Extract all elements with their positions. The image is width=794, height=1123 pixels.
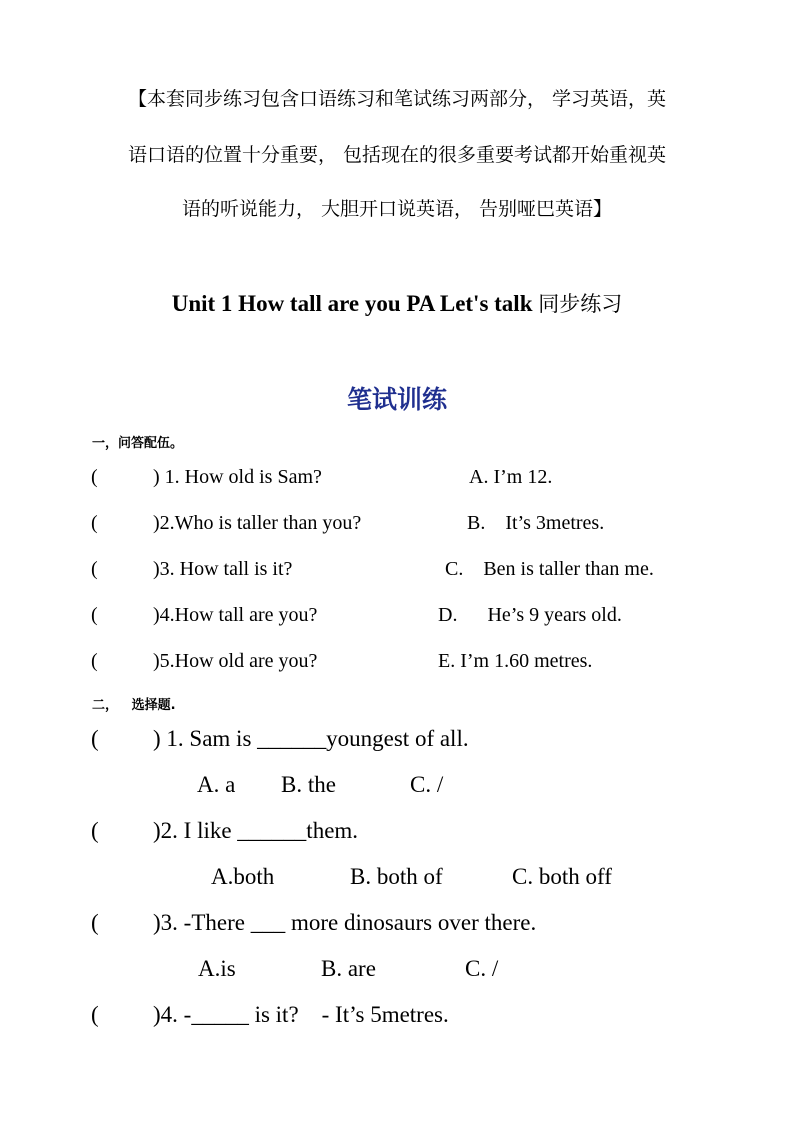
- choice-question: ) 1. Sam is ______youngest of all.: [153, 726, 469, 751]
- choice-option-c: C. both off: [512, 864, 612, 889]
- match-question: )5.How old are you?: [153, 650, 318, 672]
- match-question: )4.How tall are you?: [153, 604, 318, 626]
- choice-option-a: A.is: [198, 956, 236, 981]
- choice-option-a: A.both: [211, 864, 275, 889]
- section-subtitle: 笔试训练: [346, 385, 447, 414]
- answer-blank: (: [91, 1002, 99, 1027]
- section2-heading: 二， 选择题.: [92, 698, 176, 713]
- answer-blank: (: [91, 818, 99, 843]
- answer-blank: (: [91, 512, 98, 534]
- choice-question: )3. -There ___ more dinosaurs over there.: [153, 910, 537, 935]
- choice-question: )4. -_____ is it? - It’s 5metres.: [153, 1002, 449, 1027]
- page-title: [0, 288, 794, 318]
- answer-blank: (: [91, 558, 98, 580]
- answer-blank: (: [91, 910, 99, 935]
- section1-heading: 一，问答配伍。: [92, 436, 184, 451]
- match-answer: D. He’s 9 years old.: [438, 604, 622, 626]
- match-question: ) 1. How old is Sam?: [153, 466, 322, 488]
- title-chinese: 同步练习: [538, 292, 623, 316]
- answer-blank: (: [91, 650, 98, 672]
- match-answer: A. I’m 12.: [469, 466, 553, 488]
- choice-option-b: B. are: [321, 956, 376, 981]
- choice-option-c: C. /: [410, 772, 444, 797]
- answer-blank: (: [91, 726, 99, 751]
- choice-option-b: B. the: [281, 772, 336, 797]
- intro-line-3: 语的听说能力， 大胆开口说英语， 告别哑巴英语】: [181, 198, 613, 220]
- intro-line-2: 语口语的位置十分重要， 包括现在的很多重要考试都开始重视英: [127, 144, 667, 166]
- intro-line-1: 【本套同步练习包含口语练习和笔试练习两部分， 学习英语，英: [127, 88, 667, 110]
- choice-option-b: B. both of: [350, 864, 443, 889]
- match-question: )3. How tall is it?: [153, 558, 293, 580]
- match-answer: C. Ben is taller than me.: [445, 558, 654, 580]
- match-question: )2.Who is taller than you?: [153, 512, 362, 534]
- choice-option-c: C. /: [465, 956, 499, 981]
- answer-blank: (: [91, 604, 98, 626]
- choice-question: )2. I like ______them.: [153, 818, 359, 843]
- answer-blank: (: [91, 466, 98, 488]
- title-english: Unit 1 How tall are you PA Let's talk: [171, 291, 539, 316]
- choice-option-a: A. a: [197, 772, 236, 797]
- match-answer: E. I’m 1.60 metres.: [438, 650, 593, 672]
- match-answer: B. It’s 3metres.: [467, 512, 605, 534]
